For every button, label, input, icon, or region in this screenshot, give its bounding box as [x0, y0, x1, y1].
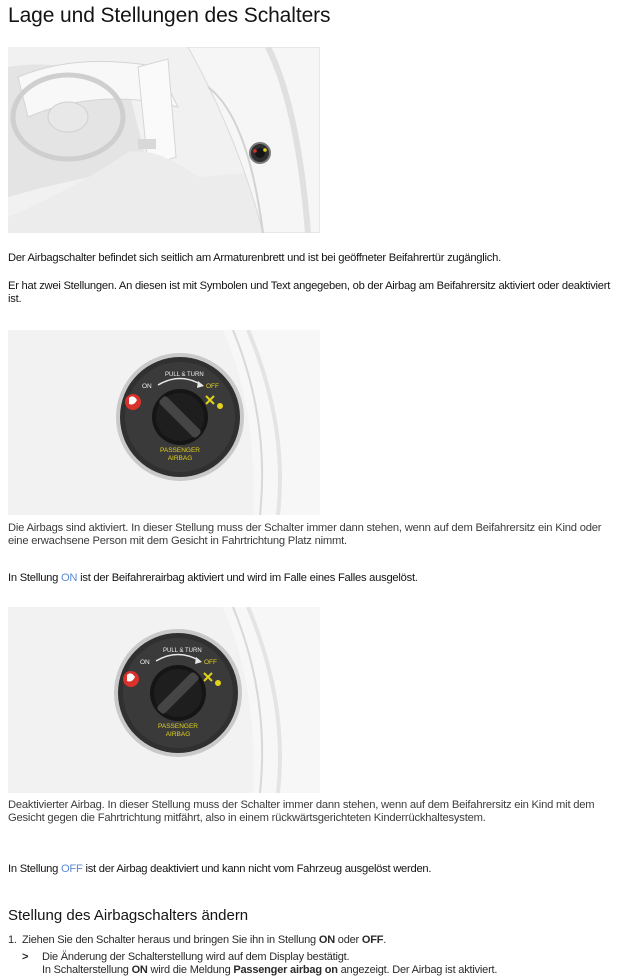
passenger-label: PASSENGER: [160, 447, 200, 454]
state-on-paragraph: [8, 572, 617, 585]
instruction-list: [8, 934, 617, 977]
pull-turn-label: PULL & TURN: [165, 372, 204, 378]
result-arrow-icon: >: [22, 951, 29, 963]
result-line-2-message: Passenger airbag on: [233, 964, 338, 976]
off-label: OFF: [206, 383, 219, 390]
result-line-2-prefix: In Schalterstellung: [42, 964, 132, 976]
airbag-label: AIRBAG: [167, 455, 193, 462]
positions-paragraph: Er hat zwei Stellungen. An diesen ist mit Symbolen und Text angegeben, ob der Airbag am Beifahrersitz aktiviert oder deaktiviert ist.: [8, 280, 611, 306]
caption-off: Deaktivierter Airbag. In dieser Stellung muss der Schalter immer dann stehen, wenn auf dem Beifahrersitz ein Kind mit dem Gesicht gegen die Fahrtrichtung mitfährt, also in einem rückwärtsgerichteten Kinderrückhaltesystem.: [8, 799, 595, 825]
step-1-on: ON: [318, 934, 335, 946]
section-title: Stellung des Airbagschalters ändern: [8, 907, 249, 924]
page-title: Lage und Stellungen des Schalters: [8, 4, 331, 27]
step-1-end: .: [383, 934, 387, 946]
state-on-prefix: In Stellung: [8, 572, 61, 584]
airbag-label-2: AIRBAG: [165, 731, 191, 738]
result-line-2-on: ON: [131, 964, 148, 976]
switch-on-image: [8, 330, 320, 515]
result-line-2-mid: wird die Meldung: [147, 964, 234, 976]
step-1-result: [22, 951, 617, 977]
state-off-prefix: In Stellung: [8, 863, 61, 875]
off-label-2: OFF: [204, 659, 217, 666]
step-1-middle: oder: [334, 934, 362, 946]
switch-off-image: [8, 607, 320, 793]
step-1-text: [22, 934, 386, 947]
state-off-paragraph: [8, 863, 617, 876]
step-number: 1.: [8, 934, 17, 946]
on-label-2: ON: [140, 659, 150, 666]
state-on-keyword: ON: [60, 572, 78, 584]
caption-on: Die Airbags sind aktiviert. In dieser Stellung muss der Schalter immer dann stehen, wenn auf dem Beifahrersitz ein Kind oder eine erwachsene Person mit dem Gesicht in Fahrtrichtung Platz nimmt.: [8, 522, 602, 548]
location-paragraph: Der Airbagschalter befindet sich seitlich am Armaturenbrett und ist bei geöffneter Beifahrertür zugänglich.: [8, 252, 501, 264]
result-line-2-suffix: angezeigt. Der Airbag ist aktiviert.: [337, 964, 498, 976]
passenger-label-2: PASSENGER: [158, 723, 198, 730]
on-label: ON: [142, 383, 152, 390]
pull-turn-label-2: PULL & TURN: [163, 648, 202, 654]
step-1-off: OFF: [361, 934, 384, 946]
step-1: [8, 934, 617, 947]
dashboard-overview-image: [8, 47, 320, 233]
state-off-suffix: ist der Airbag deaktiviert und kann nicht vom Fahrzeug ausgelöst werden.: [82, 863, 432, 875]
result-line-2: [42, 964, 497, 977]
state-on-suffix: ist der Beifahrerairbag aktiviert und wird im Falle eines Falles ausgelöst.: [77, 572, 418, 584]
state-off-keyword: OFF: [60, 863, 83, 875]
result-line-1: Die Änderung der Schalterstellung wird auf dem Display bestätigt.: [42, 951, 350, 963]
step-1-prefix: Ziehen Sie den Schalter heraus und bringen Sie ihn in Stellung: [22, 934, 319, 946]
